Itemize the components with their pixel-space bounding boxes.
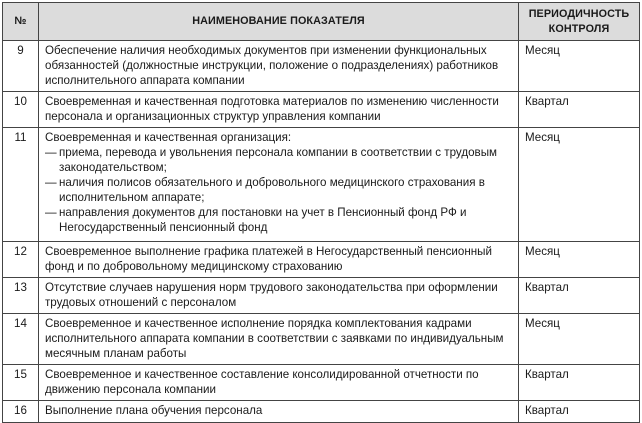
row-indicator: Выполнение плана обучения персонала xyxy=(39,401,519,423)
indicators-table xyxy=(2,2,640,423)
row-period: Месяц xyxy=(519,314,640,365)
table-header-row xyxy=(3,3,640,41)
row-number: 14 xyxy=(3,314,39,365)
row-number: 11 xyxy=(3,128,39,242)
row-period: Месяц xyxy=(519,41,640,92)
dash-marker: — xyxy=(45,146,57,159)
row-indicator xyxy=(39,128,519,242)
table-row xyxy=(3,92,640,128)
header-indicator-name: НАИМЕНОВАНИЕ ПОКАЗАТЕЛЯ xyxy=(39,3,519,41)
table-row xyxy=(3,242,640,278)
dash-marker: — xyxy=(45,206,57,219)
table-row xyxy=(3,41,640,92)
row-period: Месяц xyxy=(519,242,640,278)
row-indicator: Своевременное выполнение графика платежей в Негосударственный пенсионный фонд и по добровольному медицинскому страхованию xyxy=(39,242,519,278)
row-period: Месяц xyxy=(519,128,640,242)
row-period: Квартал xyxy=(519,278,640,314)
row-period: Квартал xyxy=(519,401,640,423)
header-number: № xyxy=(3,3,39,41)
table-row xyxy=(3,278,640,314)
row-number: 16 xyxy=(3,401,39,423)
row-indicator: Своевременное и качественное составление консолидированной отчетности по движению персонала компании xyxy=(39,365,519,401)
list-item-text: наличия полисов обязательного и добровольного медицинского страхования в исполнительном аппарате; xyxy=(59,176,485,204)
row-number: 12 xyxy=(3,242,39,278)
list-item xyxy=(45,175,513,205)
dash-marker: — xyxy=(45,176,57,189)
list-item xyxy=(45,145,513,175)
row-number: 15 xyxy=(3,365,39,401)
table-row xyxy=(3,128,640,242)
list-item-text: направления документов для постановки на учет в Пенсионный фонд РФ и Негосударственный пенсионный фонд xyxy=(59,206,467,234)
row-number: 10 xyxy=(3,92,39,128)
list-item xyxy=(45,205,513,235)
table-row xyxy=(3,401,640,423)
table-row xyxy=(3,314,640,365)
row-indicator: Своевременная и качественная подготовка материалов по изменению численности персонала и организационных структур управления компании xyxy=(39,92,519,128)
table-row xyxy=(3,365,640,401)
row-period: Квартал xyxy=(519,365,640,401)
list-item-text: приема, перевода и увольнения персонала компании в соответствии с трудовым законодательством; xyxy=(59,146,497,174)
row-indicator: Обеспечение наличия необходимых документов при изменении функциональных обязанностей (должностные инструкции, положение о подразделениях) работников исполнительного аппарата компании xyxy=(39,41,519,92)
row-indicator-intro: Своевременная и качественная организация: xyxy=(45,131,292,144)
row-number: 13 xyxy=(3,278,39,314)
document-page xyxy=(2,2,639,423)
header-control-period: ПЕРИОДИЧНОСТЬ КОНТРОЛЯ xyxy=(519,3,640,41)
row-indicator: Отсутствие случаев нарушения норм трудового законодательства при оформлении трудовых отношений с персоналом xyxy=(39,278,519,314)
row-indicator: Своевременное и качественное исполнение порядка комплектования кадрами исполнительного аппарата компании в соответствии с заявками по индивидуальным месячным планам работы xyxy=(39,314,519,365)
row-number: 9 xyxy=(3,41,39,92)
row-period: Квартал xyxy=(519,92,640,128)
